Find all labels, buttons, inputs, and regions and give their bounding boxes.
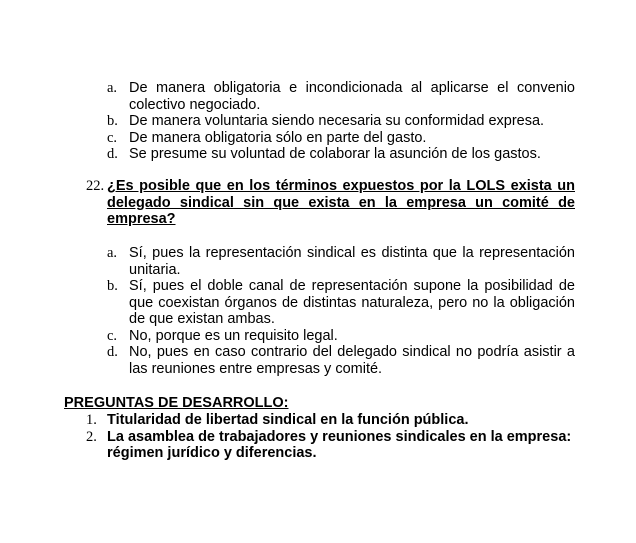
option-b [0, 113, 575, 130]
option-c [0, 130, 575, 147]
option-marker: a. [107, 80, 118, 96]
option-text: De manera obligatoria sólo en parte del gasto. [129, 129, 427, 146]
option-text: Sí, pues la representación sindical es distinta que la representación unitaria. [129, 245, 575, 278]
option-marker: a. [107, 245, 118, 261]
item-text: Titularidad de libertad sindical en la función pública. [107, 412, 469, 428]
option-marker: b. [107, 278, 118, 294]
question-text: ¿Es posible que en los términos expuestos por la LOLS exista un delegado sindical sin que exista en la empresa un comité de empresa? [107, 178, 575, 227]
item-marker: 1. [86, 412, 97, 428]
option-marker: d. [107, 344, 118, 360]
option-marker: c. [107, 129, 118, 146]
item-text: La asamblea de trabajadores y reuniones sindicales en la empresa: régimen jurídico y diferencias. [107, 428, 572, 461]
option-a [0, 245, 575, 278]
question-21-options [0, 80, 575, 163]
option-text: De manera voluntaria siendo necesaria su conformidad expresa. [129, 113, 545, 129]
option-d [0, 146, 575, 163]
option-text: No, porque es un requisito legal. [129, 327, 338, 344]
option-a [0, 80, 575, 113]
development-item-1 [0, 412, 577, 429]
option-text: No, pues en caso contrario del delegado sindical no podría asistir a las reuniones entre empresas y comité. [129, 344, 575, 377]
section-heading: PREGUNTAS DE DESARROLLO: [64, 395, 289, 411]
development-list [0, 412, 577, 462]
option-marker: b. [107, 113, 118, 129]
option-text: Se presume su voluntad de colaborar la asunción de los gastos. [129, 146, 541, 162]
option-d [0, 344, 575, 377]
option-c [0, 328, 575, 345]
development-item-2 [0, 429, 577, 462]
option-b [0, 278, 575, 328]
option-text: De manera obligatoria e incondicionada al aplicarse el convenio colectivo negociado. [129, 80, 575, 113]
question-22-options [0, 245, 575, 377]
question-number: 22. [86, 178, 105, 194]
option-marker: c. [107, 327, 118, 344]
option-text: Sí, pues el doble canal de representación supone la posibilidad de que coexistan órganos de distintas naturaleza, pero no la obligación de que existan ambas. [129, 278, 575, 327]
option-marker: d. [107, 146, 118, 162]
item-marker: 2. [86, 428, 97, 445]
